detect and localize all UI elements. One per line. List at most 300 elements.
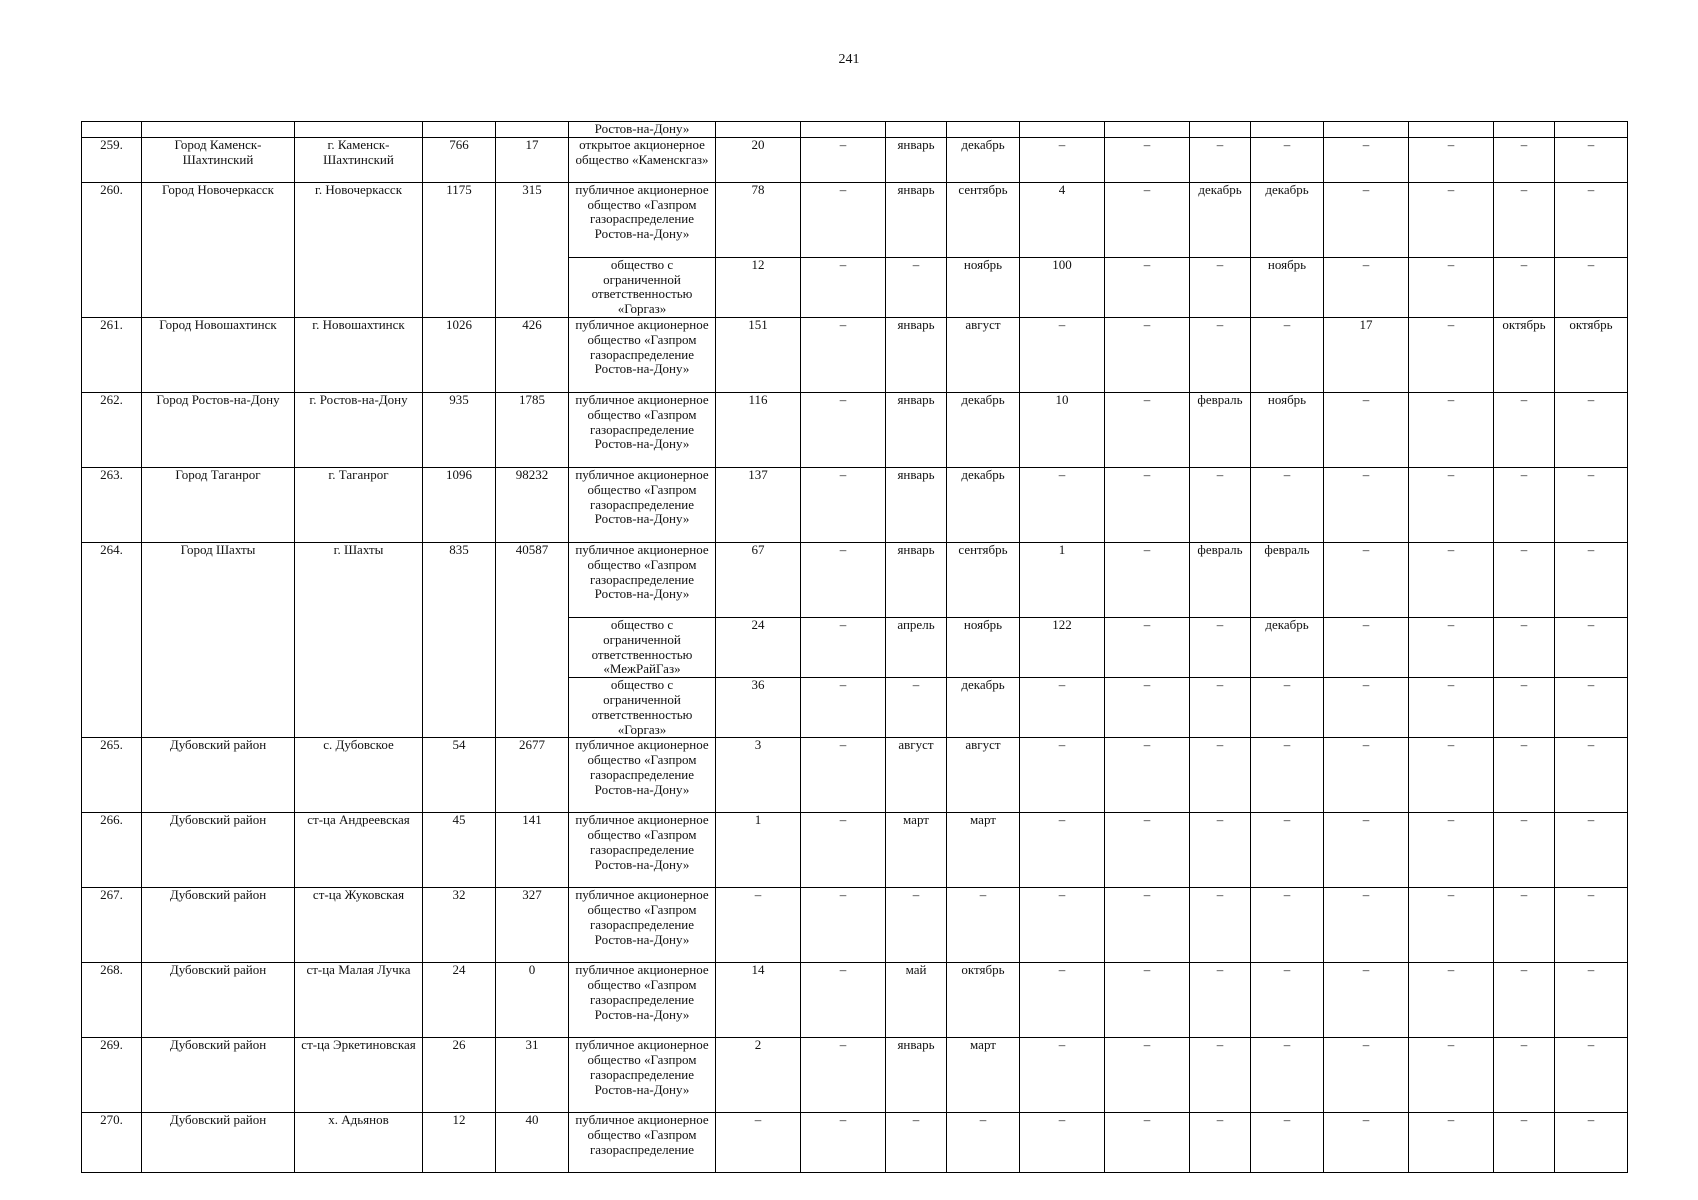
table-cell: январь [886, 392, 947, 467]
table-cell [947, 122, 1020, 138]
table-cell: – [1020, 738, 1105, 813]
table-cell: – [1494, 813, 1555, 888]
table-cell: Дубовский район [142, 1038, 295, 1113]
table-cell: – [1409, 963, 1494, 1038]
table-cell: – [1409, 317, 1494, 392]
table-cell: 24 [716, 617, 801, 677]
table-cell: – [886, 678, 947, 738]
table-cell: г. Таганрог [295, 467, 423, 542]
organization-cell: публичное акционерное общество «Газпром газораспределение Ростов-на-Дону» [569, 1038, 716, 1113]
table-cell: 263. [82, 467, 142, 542]
organization-cell: публичное акционерное общество «Газпром газораспределение Ростов-на-Дону» [569, 738, 716, 813]
table-cell: – [1105, 738, 1190, 813]
table-cell: 98232 [496, 467, 569, 542]
table-cell: 32 [423, 888, 496, 963]
table-cell: – [1190, 137, 1251, 182]
table-cell: Дубовский район [142, 813, 295, 888]
table-cell: 1 [716, 813, 801, 888]
table-cell: 259. [82, 137, 142, 182]
table-cell: 36 [716, 678, 801, 738]
gasification-table [81, 121, 1627, 1173]
table-cell: октябрь [947, 963, 1020, 1038]
table-cell: – [801, 813, 886, 888]
table-cell: – [801, 257, 886, 317]
table-cell: – [801, 137, 886, 182]
table-cell-empty [142, 257, 295, 317]
table-cell: – [1105, 963, 1190, 1038]
table-body [82, 122, 1628, 1173]
table-cell: 20 [716, 137, 801, 182]
table-cell [1020, 122, 1105, 138]
table-cell: 4 [1020, 182, 1105, 257]
table-cell: 116 [716, 392, 801, 467]
table-cell: 45 [423, 813, 496, 888]
table-cell: 78 [716, 182, 801, 257]
table-cell [423, 122, 496, 138]
table-cell: – [801, 467, 886, 542]
table-cell: – [1555, 963, 1628, 1038]
table-cell: – [1324, 392, 1409, 467]
table-cell: март [947, 813, 1020, 888]
table-cell: сентябрь [947, 182, 1020, 257]
table-cell: – [1409, 542, 1494, 617]
table-cell: 54 [423, 738, 496, 813]
table-cell: – [801, 317, 886, 392]
table-cell: Город Шахты [142, 542, 295, 617]
table-cell [1555, 122, 1628, 138]
table-cell: – [1251, 888, 1324, 963]
table-cell: г. Каменск-Шахтинский [295, 137, 423, 182]
table-cell: – [1190, 888, 1251, 963]
table-cell: – [716, 1113, 801, 1173]
table-row [82, 738, 1628, 813]
table-cell: 26 [423, 1038, 496, 1113]
table-cell: – [1555, 542, 1628, 617]
table-cell: – [1324, 738, 1409, 813]
organization-cell: публичное акционерное общество «Газпром газораспределение [569, 1113, 716, 1173]
table-row [82, 122, 1628, 138]
table-cell: – [1555, 678, 1628, 738]
table-cell: – [1409, 617, 1494, 677]
table-cell: – [1409, 888, 1494, 963]
table-cell: – [1020, 678, 1105, 738]
table-cell: – [1324, 1038, 1409, 1113]
table-cell: январь [886, 182, 947, 257]
table-cell: – [1555, 137, 1628, 182]
table-cell: ст-ца Малая Лучка [295, 963, 423, 1038]
table-cell: – [1555, 182, 1628, 257]
table-cell [1494, 122, 1555, 138]
table-cell: ст-ца Эркетиновская [295, 1038, 423, 1113]
table-cell: – [1494, 1113, 1555, 1173]
table-cell: – [1190, 467, 1251, 542]
table-cell [801, 122, 886, 138]
table-cell: 14 [716, 963, 801, 1038]
table-cell: 12 [716, 257, 801, 317]
table-cell: декабрь [947, 678, 1020, 738]
table-cell: 260. [82, 182, 142, 257]
table-cell: 766 [423, 137, 496, 182]
table-cell: – [1105, 317, 1190, 392]
table-cell: – [1190, 813, 1251, 888]
table-row [82, 392, 1628, 467]
organization-cell: общество с ограниченной ответственностью «Горгаз» [569, 257, 716, 317]
table-cell [1251, 122, 1324, 138]
table-cell: – [1409, 678, 1494, 738]
table-cell: – [1105, 182, 1190, 257]
table-cell: – [1251, 678, 1324, 738]
table-cell [295, 122, 423, 138]
table-cell [716, 122, 801, 138]
table-cell: январь [886, 137, 947, 182]
table-cell: 3 [716, 738, 801, 813]
table-cell: – [801, 888, 886, 963]
table-cell: 265. [82, 738, 142, 813]
organization-cell: публичное акционерное общество «Газпром газораспределение Ростов-на-Дону» [569, 963, 716, 1038]
table-cell: Дубовский район [142, 1113, 295, 1173]
table-cell: Дубовский район [142, 738, 295, 813]
table-cell: – [1251, 813, 1324, 888]
table-cell: – [801, 1038, 886, 1113]
table-cell: 268. [82, 963, 142, 1038]
table-cell: 31 [496, 1038, 569, 1113]
table-cell: – [1105, 617, 1190, 677]
table-cell: – [1324, 888, 1409, 963]
table-cell-empty [82, 257, 142, 317]
table-cell: 40 [496, 1113, 569, 1173]
table-cell: октябрь [1555, 317, 1628, 392]
table-cell: – [801, 617, 886, 677]
table-cell: – [1555, 467, 1628, 542]
table-cell: 17 [496, 137, 569, 182]
table-cell: – [1324, 137, 1409, 182]
table-cell: август [947, 317, 1020, 392]
table-cell: 315 [496, 182, 569, 257]
table-cell: – [1324, 963, 1409, 1038]
table-cell: январь [886, 317, 947, 392]
table-cell: с. Дубовское [295, 738, 423, 813]
table-row [82, 1038, 1628, 1113]
table-cell: – [1105, 137, 1190, 182]
table-cell: – [1494, 888, 1555, 963]
table-cell: 935 [423, 392, 496, 467]
table-cell: декабрь [947, 137, 1020, 182]
table-cell: Дубовский район [142, 963, 295, 1038]
table-cell: – [801, 963, 886, 1038]
table-cell: – [1555, 888, 1628, 963]
table-cell: 2677 [496, 738, 569, 813]
table-cell: – [1020, 137, 1105, 182]
table-cell: март [947, 1038, 1020, 1113]
table-row [82, 257, 1628, 317]
organization-cell: общество с ограниченной ответственностью «МежРайГаз» [569, 617, 716, 677]
organization-cell: публичное акционерное общество «Газпром газораспределение Ростов-на-Дону» [569, 392, 716, 467]
table-cell: январь [886, 542, 947, 617]
table-cell: ноябрь [947, 257, 1020, 317]
table-row [82, 888, 1628, 963]
table-cell: – [1251, 963, 1324, 1038]
table-cell: январь [886, 1038, 947, 1113]
table-cell-empty [142, 617, 295, 677]
table-cell: – [1409, 137, 1494, 182]
table-cell: 1 [1020, 542, 1105, 617]
table-cell: – [1190, 963, 1251, 1038]
table-cell: 267. [82, 888, 142, 963]
table-cell: – [1105, 467, 1190, 542]
table-cell: сентябрь [947, 542, 1020, 617]
table-cell: х. Адьянов [295, 1113, 423, 1173]
table-cell: август [886, 738, 947, 813]
table-cell: 270. [82, 1113, 142, 1173]
table-cell: – [1324, 257, 1409, 317]
table-cell: – [1409, 392, 1494, 467]
table-cell-empty [82, 617, 142, 677]
table-cell: январь [886, 467, 947, 542]
table-row [82, 1113, 1628, 1173]
table-cell-empty [423, 678, 496, 738]
table-cell: – [1324, 182, 1409, 257]
table-cell: 327 [496, 888, 569, 963]
table-cell-empty [496, 678, 569, 738]
table-cell: декабрь [947, 392, 1020, 467]
table-cell: ст-ца Андреевская [295, 813, 423, 888]
table-cell: – [1190, 1038, 1251, 1113]
table-cell: 262. [82, 392, 142, 467]
table-cell: – [1251, 467, 1324, 542]
table-cell: – [1020, 1038, 1105, 1113]
table-cell: – [1494, 738, 1555, 813]
table-cell: 1096 [423, 467, 496, 542]
table-cell: – [1494, 617, 1555, 677]
table-cell: – [1409, 467, 1494, 542]
table-cell-empty [142, 678, 295, 738]
table-cell-empty [496, 617, 569, 677]
table-cell: – [1020, 317, 1105, 392]
table-cell: февраль [1190, 392, 1251, 467]
table-cell: – [1020, 963, 1105, 1038]
table-cell: 1785 [496, 392, 569, 467]
table-row [82, 678, 1628, 738]
table-row [82, 467, 1628, 542]
table-cell: 1175 [423, 182, 496, 257]
table-cell: – [1494, 137, 1555, 182]
table-cell: октябрь [1494, 317, 1555, 392]
table-cell: – [1494, 1038, 1555, 1113]
table-cell: Город Новошахтинск [142, 317, 295, 392]
table-cell: февраль [1190, 542, 1251, 617]
table-cell: 426 [496, 317, 569, 392]
organization-cell: открытое акционерное общество «Каменскгаз» [569, 137, 716, 182]
table-cell [1324, 122, 1409, 138]
organization-cell: публичное акционерное общество «Газпром газораспределение Ростов-на-Дону» [569, 542, 716, 617]
table-cell: 0 [496, 963, 569, 1038]
table-cell: – [801, 1113, 886, 1173]
table-cell: – [1251, 738, 1324, 813]
table-cell-empty [295, 678, 423, 738]
table-cell: – [1494, 467, 1555, 542]
table-cell: – [1190, 1113, 1251, 1173]
table-cell: 1026 [423, 317, 496, 392]
table-cell: 100 [1020, 257, 1105, 317]
table-cell: – [1409, 813, 1494, 888]
table-cell: – [801, 738, 886, 813]
table-cell: – [1190, 678, 1251, 738]
table-cell: – [1324, 678, 1409, 738]
table-row [82, 182, 1628, 257]
table-cell: – [886, 257, 947, 317]
table-cell: – [1251, 1113, 1324, 1173]
table-cell: 67 [716, 542, 801, 617]
table-cell: – [1409, 738, 1494, 813]
table-cell: – [1105, 392, 1190, 467]
table-cell: ноябрь [1251, 392, 1324, 467]
table-cell: – [1105, 888, 1190, 963]
table-cell-empty [496, 257, 569, 317]
table-cell: – [1190, 738, 1251, 813]
table-cell-empty [295, 617, 423, 677]
table-row [82, 617, 1628, 677]
table-cell [142, 122, 295, 138]
table-cell: г. Ростов-на-Дону [295, 392, 423, 467]
table-cell [1190, 122, 1251, 138]
table-cell: – [1251, 137, 1324, 182]
organization-cell: публичное акционерное общество «Газпром газораспределение Ростов-на-Дону» [569, 317, 716, 392]
table-cell: – [1409, 257, 1494, 317]
table-cell: – [1409, 182, 1494, 257]
table-cell: – [1555, 738, 1628, 813]
table-cell-empty [423, 257, 496, 317]
organization-cell: публичное акционерное общество «Газпром газораспределение Ростов-на-Дону» [569, 813, 716, 888]
table-cell: – [1020, 813, 1105, 888]
table-cell: 269. [82, 1038, 142, 1113]
table-cell: 40587 [496, 542, 569, 617]
table-cell: – [1105, 1038, 1190, 1113]
table-cell: – [1409, 1038, 1494, 1113]
table-cell [1409, 122, 1494, 138]
table-cell: 264. [82, 542, 142, 617]
table-cell: – [1324, 617, 1409, 677]
table-cell: – [1251, 317, 1324, 392]
table-cell: – [1190, 317, 1251, 392]
table-cell: – [1105, 678, 1190, 738]
table-cell: – [1555, 392, 1628, 467]
table-cell: – [1105, 813, 1190, 888]
table-cell: 835 [423, 542, 496, 617]
table-cell: – [1190, 257, 1251, 317]
table-cell [1105, 122, 1190, 138]
table-cell-empty [295, 257, 423, 317]
table-cell: Город Новочеркасск [142, 182, 295, 257]
table-row [82, 317, 1628, 392]
table-cell: февраль [1251, 542, 1324, 617]
table-cell: – [1494, 542, 1555, 617]
table-cell: – [947, 888, 1020, 963]
table-row [82, 813, 1628, 888]
organization-cell: публичное акционерное общество «Газпром газораспределение Ростов-на-Дону» [569, 182, 716, 257]
table-cell: – [1020, 1113, 1105, 1173]
table-cell: – [886, 1113, 947, 1173]
table-cell: Город Ростов-на-Дону [142, 392, 295, 467]
table-cell: – [1190, 617, 1251, 677]
table-cell: – [1555, 813, 1628, 888]
table-cell: – [716, 888, 801, 963]
table-cell: – [1251, 1038, 1324, 1113]
table-cell: 17 [1324, 317, 1409, 392]
table-cell: 122 [1020, 617, 1105, 677]
page-number: 241 [838, 52, 860, 67]
table-cell: – [1105, 257, 1190, 317]
organization-cell: публичное акционерное общество «Газпром газораспределение Ростов-на-Дону» [569, 467, 716, 542]
table-cell: – [947, 1113, 1020, 1173]
table-cell: – [886, 888, 947, 963]
table-cell: Город Каменск-Шахтинский [142, 137, 295, 182]
table-cell: август [947, 738, 1020, 813]
table-cell [82, 122, 142, 138]
table-cell: – [1494, 257, 1555, 317]
table-cell [886, 122, 947, 138]
table-cell: декабрь [1190, 182, 1251, 257]
table-cell: – [801, 678, 886, 738]
table-cell: 10 [1020, 392, 1105, 467]
table-cell: 2 [716, 1038, 801, 1113]
table-cell: – [1494, 678, 1555, 738]
table-cell: – [1105, 542, 1190, 617]
organization-cell: общество с ограниченной ответственностью «Горгаз» [569, 678, 716, 738]
organization-cell: Ростов-на-Дону» [569, 122, 716, 138]
table-cell: Город Таганрог [142, 467, 295, 542]
table-cell-empty [82, 678, 142, 738]
table-cell: 24 [423, 963, 496, 1038]
table-cell: – [1555, 257, 1628, 317]
table-cell: ноябрь [1251, 257, 1324, 317]
table-cell: апрель [886, 617, 947, 677]
table-cell: 261. [82, 317, 142, 392]
table-cell: – [801, 542, 886, 617]
table-cell: – [1324, 1113, 1409, 1173]
table-cell: – [1409, 1113, 1494, 1173]
table-cell: – [1020, 888, 1105, 963]
table-cell: – [1555, 617, 1628, 677]
organization-cell: публичное акционерное общество «Газпром газораспределение Ростов-на-Дону» [569, 888, 716, 963]
table-cell: 137 [716, 467, 801, 542]
table-cell: – [801, 182, 886, 257]
table-cell: март [886, 813, 947, 888]
table-cell: – [1324, 467, 1409, 542]
table-cell [496, 122, 569, 138]
table-cell: – [1494, 963, 1555, 1038]
table-cell: г. Новочеркасск [295, 182, 423, 257]
table-cell: – [1555, 1113, 1628, 1173]
table-cell: – [1105, 1113, 1190, 1173]
table-cell: – [801, 392, 886, 467]
table-cell-empty [423, 617, 496, 677]
table-cell: 12 [423, 1113, 496, 1173]
table-cell: – [1020, 467, 1105, 542]
table-cell: – [1555, 1038, 1628, 1113]
table-cell: 151 [716, 317, 801, 392]
table-row [82, 963, 1628, 1038]
table-cell: декабрь [1251, 182, 1324, 257]
table-cell: декабрь [947, 467, 1020, 542]
table-cell: Дубовский район [142, 888, 295, 963]
table-row [82, 542, 1628, 617]
table-row [82, 137, 1628, 182]
table-cell: 266. [82, 813, 142, 888]
table-cell: – [1494, 392, 1555, 467]
table-cell: – [1494, 182, 1555, 257]
table-cell: г. Шахты [295, 542, 423, 617]
table-cell: ноябрь [947, 617, 1020, 677]
